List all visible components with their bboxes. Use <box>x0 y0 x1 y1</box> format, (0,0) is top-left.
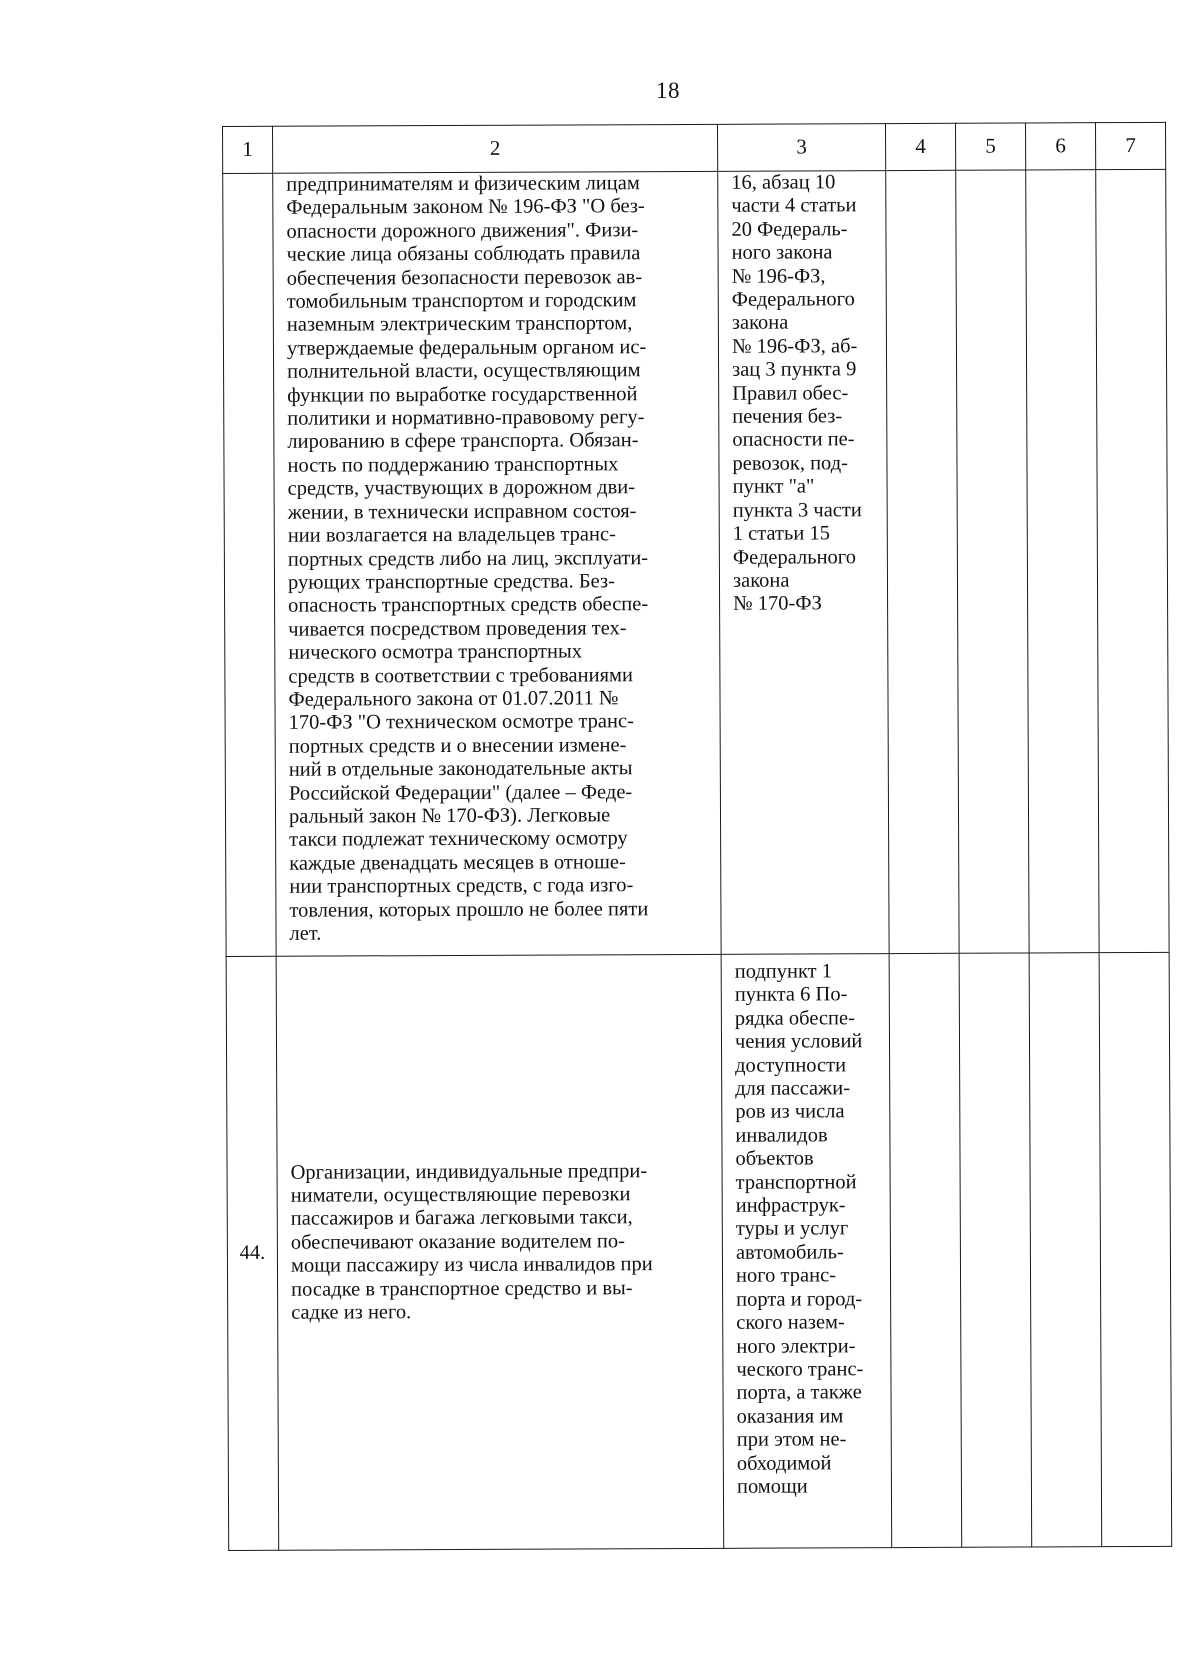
header-col-1: 1 <box>223 126 273 173</box>
row-number <box>223 173 276 956</box>
table-row <box>223 169 1169 956</box>
table-row <box>226 952 1172 1550</box>
col-6-cell <box>1026 170 1099 953</box>
col-7-cell <box>1099 952 1172 1546</box>
col-4-cell <box>889 953 962 1547</box>
header-col-6: 6 <box>1025 123 1095 170</box>
requirements-table <box>222 122 1172 1551</box>
col-6-cell <box>1029 953 1102 1547</box>
header-col-4: 4 <box>885 123 955 170</box>
legal-basis-text: 16, абзац 10 части 4 статьи 20 Федераль- ного закона № 196-ФЗ, Федерального закона № 196-ФЗ, аб- зац 3 пункта 9 Правил обес- печения без- опасности пе- ревозок, под- пункт "а" пункта 3 части 1 статьи 15 Федерального закона № 170-ФЗ <box>718 171 889 955</box>
legal-basis-text: подпункт 1 пункта 6 По- рядка обеспе- чения условий доступности для пассажи- ров из числа инвалидов объектов транспортной инфраструк- туры и услуг автомобиль- ного транс- порта и город- ского назем- ного электри- ческого транс- порта, а также оказания им при этом не- обходимой помощи <box>721 954 892 1549</box>
header-col-2: 2 <box>273 124 718 173</box>
col-5-cell <box>956 170 1029 953</box>
table-header-row <box>223 122 1166 173</box>
col-4-cell <box>886 170 959 953</box>
row-number: 44. <box>226 956 279 1550</box>
col-7-cell <box>1096 169 1169 952</box>
col-5-cell <box>959 953 1032 1547</box>
page-number: 18 <box>656 78 680 103</box>
requirement-text: Организации, индивидуальные предпри- ниматели, осуществляющие перевозки пассажиров и багажа легковыми такси, обеспечивают оказание водителем по- мощи пассажиру из числа инвалидов при посадке в транспортное средство и вы- садке из него. <box>276 954 724 1550</box>
requirement-text: предпринимателям и физическим лицам Федеральным законом № 196-ФЗ "О без- опасности дорожного движения". Физи- ческие лица обязаны соблюдать правила обеспечения безопасности перевозок ав- томобильным транспортом и городским наземным электрическим транспортом, утверждаемые федеральным органом ис- полнительной власти, осуществляющим функции по выработке государственной политики и нормативно-правовому регу- лированию в сфере транспорта. Обязан- ность по поддержанию транспортных средств, участвующих в дорожном дви- жении, в технически исправном состоя- нии возлагается на владельцев транс- портных средств либо на лиц, эксплуати- рующих транспортные средства. Без- опасность транспортных средств обеспе- чивается посредством проведения тех- нического осмотра транспортных средств в соответствии с требованиями Федерального закона от 01.07.2011 № 170-ФЗ "О техническом осмотре транс- портных средств и о внесении измене- ний в отдельные законодательные акты Российской Федерации" (далее – Феде- ральный закон № 170-ФЗ). Легковые такси подлежат техническому осмотру каждые двенадцать месяцев в отноше- нии транспортных средств, с года изго- товления, которых прошло не более пяти лет. <box>273 171 721 956</box>
header-col-5: 5 <box>955 123 1025 170</box>
header-col-3: 3 <box>717 124 885 172</box>
header-col-7: 7 <box>1095 122 1165 169</box>
